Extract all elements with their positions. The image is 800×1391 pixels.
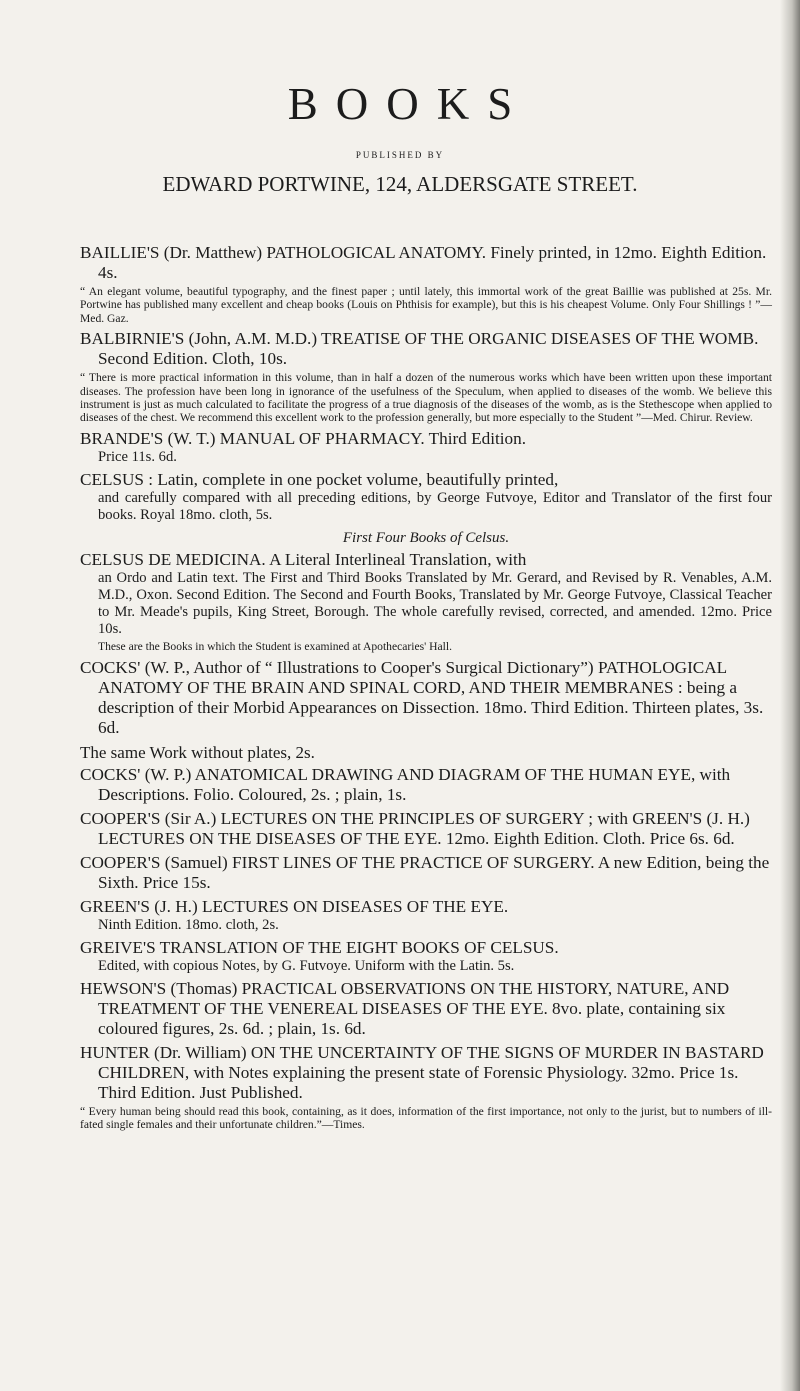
- book-entry-baillie: [80, 243, 772, 325]
- book-heading: HUNTER (Dr. William) ON THE UNCERTAINTY OF THE SIGNS OF MURDER IN BASTARD CHILDREN, with Notes explaining the present state of Forensic Physiology. 32mo. Price 1s. Third Edition. Just Published.: [80, 1042, 764, 1102]
- page-edge-shadow: [780, 0, 800, 1391]
- book-note: These are the Books in which the Student is examined at Apothecaries' Hall.: [98, 639, 452, 653]
- book-details: Price 11s. 6d.: [98, 448, 177, 465]
- book-heading: BAILLIE'S (Dr. Matthew) PATHOLOGICAL ANATOMY. Finely printed, in 12mo. Eighth Edition. 4s.: [80, 243, 767, 282]
- book-details: Edited, with copious Notes, by G. Futvoye. Uniform with the Latin. 5s.: [98, 957, 515, 974]
- book-review-quote: “ Every human being should read this book, containing, as it does, information of the first importance, not only to the jurist, but to numbers of ill-fated single females and their unfortunate children.”—Times.: [80, 1104, 772, 1132]
- book-entry-celsus-latin: [80, 470, 772, 524]
- book-heading: CELSUS : Latin, complete in one pocket volume, beautifully printed,: [80, 469, 559, 489]
- book-entry-balbirnie: [80, 329, 772, 425]
- book-entry-cooper-lectures: [80, 809, 772, 849]
- book-heading: BRANDE'S (W. T.) MANUAL OF PHARMACY. Third Edition.: [80, 428, 527, 448]
- book-heading: GREEN'S (J. H.) LECTURES ON DISEASES OF THE EYE.: [80, 896, 509, 916]
- book-list: [80, 243, 772, 1136]
- section-subheading: First Four Books of Celsus.: [342, 529, 510, 546]
- book-entry-green: [80, 897, 772, 934]
- book-entry-cooper-first-lines: [80, 853, 772, 893]
- page-title: BOOKS: [287, 79, 531, 129]
- book-heading: GREIVE'S TRANSLATION OF THE EIGHT BOOKS OF CELSUS.: [80, 937, 559, 957]
- book-entry-hunter: [80, 1043, 772, 1132]
- book-details: an Ordo and Latin text. The First and Third Books Translated by Mr. Gerard, and Revised by R. Venables, A.M. M.D., Oxon. Second Edition. The Second and Fourth Books, Translated by Mr. George Futvoye, Classical Teacher to Mr. Meade's pupils, King Street, Borough. The whole carefully revised, corrected, and amended. 12mo. Price 10s.: [98, 569, 772, 637]
- book-entry-greive: [80, 938, 772, 975]
- book-review-quote: “ An elegant volume, beautiful typography, and the finest paper ; until lately, this immortal work of the great Baillie was published at 25s. Mr. Portwine has published many excellent and cheap books (Louis on Phthisis for example), but this is his cheapest Volume. Only Four Shillings ! ”—Med. Gaz.: [80, 285, 772, 325]
- book-details: and carefully compared with all preceding editions, by George Futvoye, Editor and Translator of the first four books. Royal 18mo. cloth, 5s.: [98, 489, 772, 523]
- book-heading: COCKS' (W. P.) ANATOMICAL DRAWING AND DIAGRAM OF THE HUMAN EYE, with Descriptions. Folio. Coloured, 2s. ; plain, 1s.: [80, 764, 731, 804]
- book-entry-celsus-de-medicina: [80, 550, 772, 654]
- book-entry-brande: [80, 429, 772, 466]
- book-heading: COOPER'S (Samuel) FIRST LINES OF THE PRACTICE OF SURGERY. A new Edition, being the Sixth. Price 15s.: [80, 852, 770, 892]
- book-heading: COCKS' (W. P., Author of “ Illustrations to Cooper's Surgical Dictionary”) PATHOLOGICAL ANATOMY OF THE BRAIN AND SPINAL CORD, AND THEIR MEMBRANES : being a description of their Morbid Appearances on Dissection. 18mo. Third Edition. Thirteen plates, 3s. 6d.: [80, 657, 764, 737]
- book-heading: COOPER'S (Sir A.) LECTURES ON THE PRINCIPLES OF SURGERY ; with GREEN'S (J. H.) LECTURES ON THE DISEASES OF THE EYE. 12mo. Eighth Edition. Cloth. Price 6s. 6d.: [80, 808, 750, 848]
- book-review-quote: “ There is more practical information in this volume, than in half a dozen of the numerous works which have been written upon these important diseases. The profession have been long in ignorance of the usefulness of the Speculum, when applied to diseases of the womb. We believe this instrument is just as much calculated to facilitate the progress of a true diagnosis of the diseases of the womb, as is the Stethescope when applied to diseases of the chest. We recommend this excellent work to the profession generally, but more especially to the Student ”—Med. Chirur. Review.: [80, 371, 772, 425]
- publisher-address: EDWARD PORTWINE, 124, ALDERSGATE STREET.: [162, 172, 638, 196]
- book-entry-cocks-pathological: [80, 658, 772, 738]
- book-variant-line: The same Work without plates, 2s.: [80, 742, 315, 762]
- book-heading: BALBIRNIE'S (John, A.M. M.D.) TREATISE OF THE ORGANIC DISEASES OF THE WOMB. Second Edition. Cloth, 10s.: [80, 329, 759, 369]
- book-details: Ninth Edition. 18mo. cloth, 2s.: [98, 916, 279, 933]
- book-entry-hewson: [80, 979, 772, 1039]
- book-heading: CELSUS DE MEDICINA. A Literal Interlineal Translation, with: [80, 549, 527, 569]
- published-by-label: PUBLISHED BY: [355, 150, 445, 160]
- book-heading: HEWSON'S (Thomas) PRACTICAL OBSERVATIONS ON THE HISTORY, NATURE, AND TREATMENT OF THE VENEREAL DISEASES OF THE EYE. 8vo. plate, containing six coloured figures, 2s. 6d. ; plain, 1s. 6d.: [80, 978, 730, 1038]
- book-entry-cocks-eye: [80, 765, 772, 805]
